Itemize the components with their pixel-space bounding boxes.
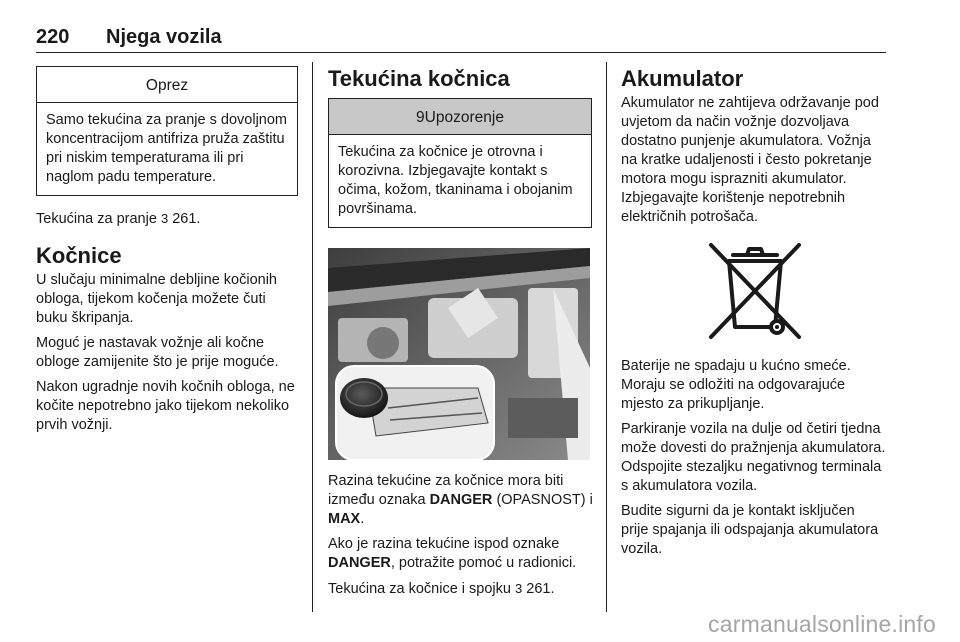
warning-icon: 9 [416, 109, 425, 126]
engine-bay-illustration [328, 248, 590, 460]
brakes-heading: Kočnice [36, 243, 122, 268]
watermark: carmanualsonline.info [708, 611, 936, 637]
brakes-paragraph-3: Nakon ugradnje novih kočnih obloga, ne kočite nepotrebno jako tijekom nekoliko prvih vožnji. [36, 379, 295, 433]
warning-box [328, 98, 592, 228]
page-ref-link[interactable]: 261. [172, 211, 201, 227]
brake-fluid-heading: Tekućina kočnica [328, 66, 510, 91]
battery-paragraph-3: Baterije ne spadaju u kućno smeće. Moraju se odložiti na odgovarajuće mjesto za prikupljanje. [621, 358, 851, 412]
battery-heading: Akumulator [621, 66, 744, 91]
danger-mark-label-2: DANGER [328, 555, 391, 571]
battery-paragraph-5: Budite sigurni da je kontakt isključen prije spajanja ili odspajanja akumulatora vozila. [621, 503, 879, 557]
max-mark-label: MAX [328, 511, 361, 527]
warning-title-bar [329, 99, 591, 135]
column-1 [36, 66, 298, 435]
header-divider [36, 52, 886, 53]
caution-text: Samo tekućina za pranje s dovoljnom koncentracijom antifriza pruža zaštitu pri niskim temperaturama ili pri naglom padu temperature. [46, 112, 287, 185]
column-3 [621, 66, 886, 559]
battery-paragraph-4: Parkiranje vozila na dulje od četiri tjedna može dovesti do pražnjenja akumulatora. Odspojite stezaljku negativnog terminala s akumulatora vozila. [621, 421, 886, 494]
fluid-level-text: Razina tekućine za kočnice mora biti između oznaka DANGER (OPASNOST) i MAX. [328, 473, 593, 527]
brake-fluid-reservoir-image [328, 248, 590, 460]
danger-mark-label: DANGER [429, 492, 493, 508]
battery-paragraph-2: Izbjegavajte korištenje nepotrebnih električnih potrošača. [621, 190, 846, 225]
warning-title: Upozorenje [424, 109, 504, 126]
brake-clutch-fluid-reference: Tekućina za kočnice i spojku 3 261. [328, 581, 555, 597]
page-ref-arrow-icon: 3 [160, 211, 169, 226]
column-2 [328, 66, 594, 599]
brakes-paragraph-2: Moguć je nastavak vožnje ali kočne obloge zamijenite što je prije moguće. [36, 335, 279, 370]
page-ref-link[interactable]: 261. [526, 581, 555, 597]
section-title: Njega vozila [106, 26, 222, 48]
page-header [36, 26, 886, 54]
column-divider-1 [312, 62, 313, 612]
column-divider-2 [606, 62, 607, 612]
warning-text: Tekućina za kočnice je otrovna i korozivna. Izbjegavajte kontakt s očima, kožom, tkaninama i obojanim površinama. [338, 144, 573, 217]
caution-title: Oprez [37, 67, 297, 103]
caution-box [36, 66, 298, 196]
page-ref-arrow-icon: 3 [515, 581, 523, 596]
page-number: 220 [36, 26, 70, 48]
crossed-out-bin-icon [705, 241, 805, 341]
brakes-paragraph-1: U slučaju minimalne debljine kočionih obloga, tijekom kočenja možete čuti buku škripanja. [36, 272, 277, 326]
washer-fluid-reference: Tekućina za pranje 3 261. [36, 211, 201, 227]
low-fluid-text: Ako je razina tekućine ispod oznake DANGER, potražite pomoć u radionici. [328, 536, 577, 571]
battery-paragraph-1: Akumulator ne zahtijeva održavanje pod uvjetom da način vožnje dozvoljava dostatno punjenje akumulatora. Vožnja na kratke udaljenosti i često pokretanje motora mogu isprazniti akumulator. [621, 95, 879, 187]
